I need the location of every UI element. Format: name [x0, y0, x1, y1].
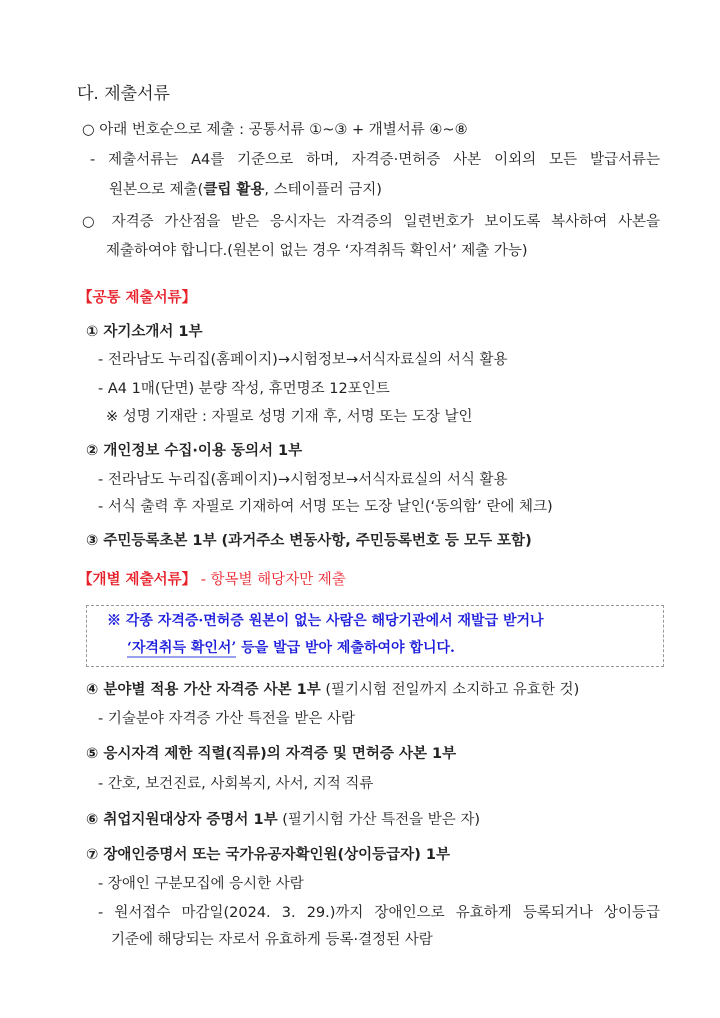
individual-item-6 [86, 810, 480, 830]
common-item-2: ② 개인정보 수집·이용 동의서 1부 [86, 443, 303, 459]
notice-link: ‘자격취득 확인서’ [127, 640, 237, 656]
common-item-1: ① 자기소개서 1부 [86, 324, 203, 340]
notice-line-1: ※ 각종 자격증·면허증 원본이 없는 사람은 해당기관에서 재발급 받거나 [107, 613, 544, 629]
common-item-2-detail: - 전라남도 누리집(홈페이지)→시험정보→서식자료실의 서식 활용 [98, 472, 508, 488]
individual-item-5: ⑤ 응시자격 제한 직렬(직류)의 자격증 및 면허증 사본 1부 [86, 746, 457, 762]
individual-item-7-detail: - 장애인 구분모집에 응시한 사람 [98, 876, 304, 892]
individual-item-4 [86, 680, 579, 700]
individual-item-7: ⑦ 장애인증명서 또는 국가유공자확인원(상이등급자) 1부 [86, 847, 450, 863]
text: 원본으로 제출( [109, 182, 204, 198]
title: ⑥ 취업지원대상자 증명서 1부 [86, 812, 278, 828]
common-item-2-detail: - 서식 출력 후 자필로 기재하여 서명 또는 도장 날인(‘동의함’ 란에 체크) [98, 499, 553, 515]
common-item-1-note: ※ 성명 기재란 : 자필로 성명 기재 후, 서명 또는 도장 날인 [106, 409, 473, 425]
intro-a4-note: - 제출서류는 A4를 기준으로 하며, 자격증·면허증 사본 이외의 모든 발급서류는 [90, 152, 660, 168]
heading: 【개별 제출서류】 [78, 572, 197, 588]
clip-emphasis: 클립 활용 [203, 182, 265, 198]
individual-item-7-detail: - 원서접수 마감일(2024. 3. 29.)까지 장애인으로 유효하게 등록되거나 상이등급 [98, 905, 660, 921]
note: (필기시험 전일까지 소지하고 유효한 것) [320, 682, 580, 698]
intro-cert-note: ○ 자격증 가산점을 받은 응시자는 자격증의 일련번호가 보이도록 복사하여 사본을 [82, 214, 660, 230]
individual-heading [78, 570, 346, 590]
common-item-1-detail: - A4 1매(단면) 분량 작성, 휴먼명조 12포인트 [98, 381, 390, 397]
common-heading: 【공통 제출서류】 [78, 290, 197, 306]
intro-original-note [109, 180, 382, 200]
text: , 스테이플러 금지) [264, 182, 382, 198]
common-item-1-detail: - 전라남도 누리집(홈페이지)→시험정보→서식자료실의 서식 활용 [98, 352, 508, 368]
section-title: 다. 제출서류 [77, 84, 170, 104]
note: (필기시험 가산 특전을 받은 자) [277, 812, 481, 828]
intro-cert-note-cont: 제출하여야 합니다.(원본이 없는 경우 ‘자격취득 확인서’ 제출 가능) [106, 243, 528, 259]
notice-line-2 [127, 638, 455, 658]
common-item-3: ③ 주민등록초본 1부 (과거주소 변동사항, 주민등록번호 등 모두 포함) [86, 533, 532, 549]
subheading: - 항목별 해당자만 제출 [196, 572, 346, 588]
text: 등을 발급 받아 제출하여야 합니다. [236, 640, 455, 656]
individual-item-5-detail: - 간호, 보건진료, 사회복지, 사서, 지적 직류 [98, 776, 374, 792]
individual-item-7-detail-cont: 기준에 해당되는 자로서 유효하게 등록·결정된 사람 [111, 932, 433, 948]
notice-box [86, 605, 664, 667]
individual-item-4-detail: - 기술분야 자격증 가산 특전을 받은 사람 [98, 711, 355, 727]
title: ④ 분야별 적용 가산 자격증 사본 1부 [86, 682, 321, 698]
intro-order: ○ 아래 번호순으로 제출 : 공통서류 ①~③ + 개별서류 ④~⑧ [82, 122, 468, 138]
